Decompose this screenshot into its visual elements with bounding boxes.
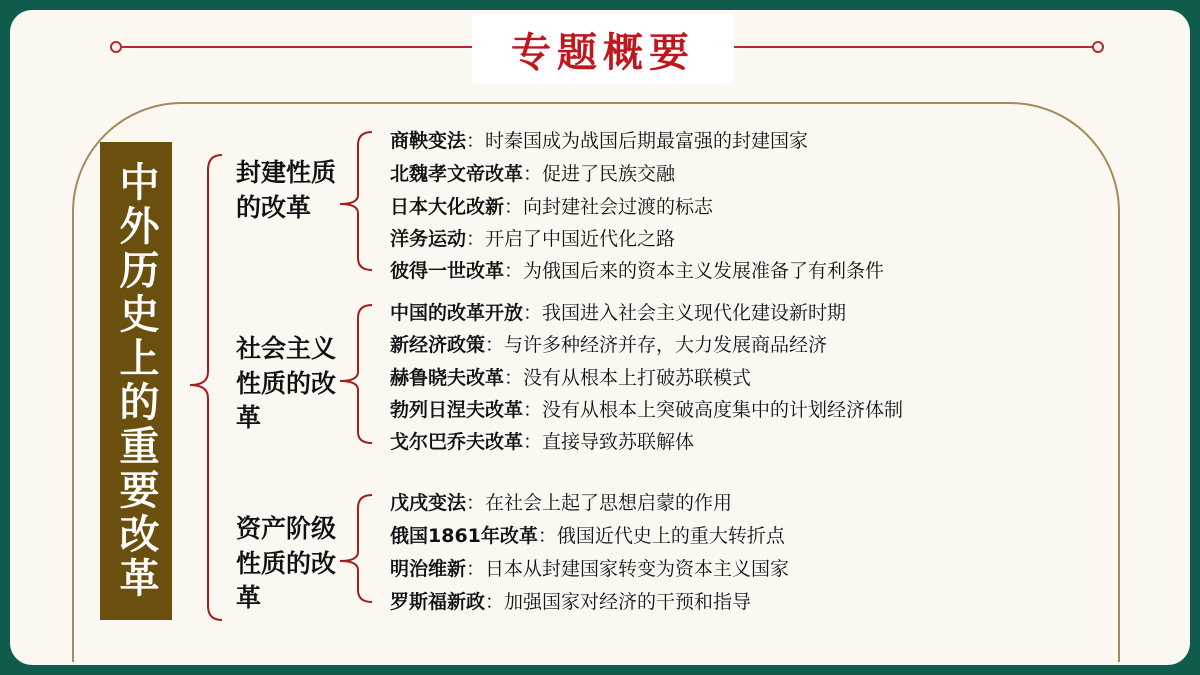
item-name: 洋务运动 <box>390 228 467 250</box>
list-item <box>390 132 808 151</box>
item-sep: ： <box>523 399 543 421</box>
list-item <box>390 369 751 388</box>
list-item <box>390 262 884 281</box>
list-item <box>390 336 827 355</box>
item-sep: ： <box>485 334 505 356</box>
item-name: 俄国1861年改革 <box>390 525 538 547</box>
item-desc: 我国进入社会主义现代化建设新时期 <box>542 302 847 324</box>
item-sep: ： <box>537 525 557 547</box>
item-desc: 在社会上起了思想启蒙的作用 <box>485 492 733 514</box>
category-bourgeois: 资产阶级性质的改革 <box>236 514 337 612</box>
item-desc: 开启了中国近代化之路 <box>485 228 676 250</box>
item-sep: ： <box>523 163 543 185</box>
item-name: 戊戌变法 <box>390 492 467 514</box>
item-sep: ： <box>466 130 486 152</box>
list-item <box>390 494 732 513</box>
item-name: 赫鲁晓夫改革 <box>390 367 505 389</box>
item-name: 彼得一世改革 <box>390 260 505 282</box>
item-name: 中国的改革开放 <box>390 302 524 324</box>
item-desc: 日本从封建国家转变为资本主义国家 <box>485 558 790 580</box>
main-brace <box>190 155 222 620</box>
item-sep: ： <box>466 492 486 514</box>
list-item <box>390 401 903 420</box>
item-name: 明治维新 <box>390 558 467 580</box>
item-sep: ： <box>466 558 486 580</box>
item-sep: ： <box>523 302 543 324</box>
item-desc: 向封建社会过渡的标志 <box>523 196 714 218</box>
item-name: 罗斯福新政 <box>390 591 486 613</box>
list-item <box>390 230 675 249</box>
item-desc: 俄国近代史上的重大转折点 <box>556 525 785 547</box>
item-sep: ： <box>504 367 524 389</box>
item-name: 日本大化改新 <box>390 196 505 218</box>
item-sep: ： <box>485 591 505 613</box>
list-item <box>390 433 694 452</box>
item-desc: 时秦国成为战国后期最富强的封建国家 <box>485 130 809 152</box>
item-desc: 没有从根本上突破高度集中的计划经济体制 <box>542 399 904 421</box>
brace-bourgeois <box>340 495 372 602</box>
item-desc: 直接导致苏联解体 <box>542 431 695 453</box>
list-item <box>390 165 675 184</box>
list-item <box>390 198 713 217</box>
brace-socialist <box>340 305 372 443</box>
brace-feudal <box>340 132 372 270</box>
item-desc: 为俄国后来的资本主义发展准备了有利条件 <box>523 260 885 282</box>
item-sep: ： <box>466 228 486 250</box>
item-desc: 促进了民族交融 <box>542 163 676 185</box>
category-socialist: 社会主义性质的改革 <box>236 334 337 432</box>
list-item <box>390 593 751 612</box>
item-desc: 没有从根本上打破苏联模式 <box>523 367 752 389</box>
item-name: 勃列日涅夫改革 <box>390 399 524 421</box>
category-feudal: 封建性质的改革 <box>236 158 337 222</box>
item-sep: ： <box>523 431 543 453</box>
main-topic: 中外历史上的重要改革 <box>113 161 160 601</box>
item-name: 戈尔巴乔夫改革 <box>390 431 524 453</box>
list-item <box>390 304 846 323</box>
item-name: 新经济政策 <box>390 334 486 356</box>
item-desc: 加强国家对经济的干预和指导 <box>504 591 752 613</box>
list-item <box>390 527 785 546</box>
item-name: 商鞅变法 <box>390 130 467 152</box>
list-item <box>390 560 789 579</box>
page-title: 专题概要 <box>511 28 695 76</box>
item-desc: 与许多种经济并存，大力发展商品经济 <box>504 334 828 356</box>
item-name: 北魏孝文帝改革 <box>390 163 524 185</box>
item-sep: ： <box>504 196 524 218</box>
item-sep: ： <box>504 260 524 282</box>
